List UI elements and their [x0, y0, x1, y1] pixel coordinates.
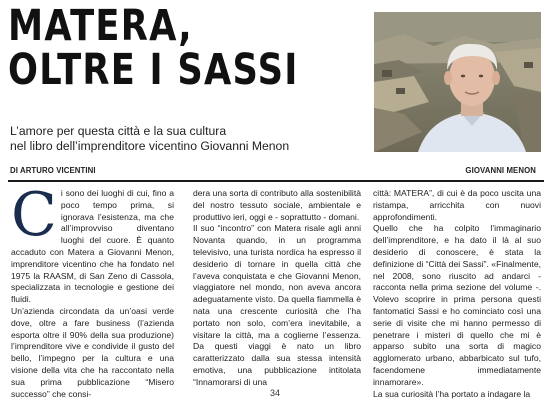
article-paragraph: La sua curiosità l’ha portato a indagare la	[373, 388, 531, 399]
article-column-2	[193, 188, 361, 389]
headline	[8, 1, 299, 95]
subtitle-line-1: L’amore per questa città e la sua cultura	[10, 124, 227, 138]
headline-line-1: MATERA,	[8, 1, 193, 51]
subtitle-line-2: nel libro dell’imprenditore vicentino Giovanni Menon	[10, 139, 290, 153]
article-column-3	[373, 188, 541, 400]
subtitle	[10, 124, 360, 154]
article-paragraph: Quello che ha colpito l’immaginario dell’imprenditore, e ha dato il là al suo desiderio di conoscere, è stata la definizione di “Città dei Sassi”. «Finalmente, nel 2008, sono riuscito ad andarci - racconta nella prima sezione del volume -. Volevo scoprire in prima persona questi fantomatici Sassi e ho cominciato così una serie di visite che mi hanno permesso di penetrare i misteri di quello che mi è apparso subito una sorta di magico agglomerato urbano, abbarbicato sul tufo, facendomene immediatamente innamorare».	[373, 223, 541, 387]
article-paragraph: dera una sorta di contributo alla sostenibilità del nostro tessuto sociale, ambientale e produttivo ieri, oggi e - soprattutto - domani.	[193, 188, 361, 222]
article-paragraph-text: i sono dei luoghi di cui, fino a poco tempo prima, si ignorava l’esistenza, ma che all’improvviso diventano luoghi del cuore. È quanto accaduto con Matera a Giovanni Menon, imprenditore vicentino che ha fondato nel 1975 la RAASM, di San Zeno di Cassola, specializzata in tecnologie e gestione dei fluidi.	[11, 188, 174, 305]
portrait-photo	[374, 12, 541, 152]
section-divider	[8, 180, 544, 182]
page-number: 34	[269, 388, 280, 398]
headline-line-2: OLTRE I SASSI	[8, 45, 299, 95]
article-paragraph: Un’azienda circondata da un’oasi verde dove, oltre a fare business (l’azienda esporta oltre il 90% della sua produzione) l’imprenditore vive e condivide il gusto del bello, l’impegno per la cultura e una visione della vita che ha raccontato nella sua prima pubblicazione “Misero successo” che consi-	[11, 305, 174, 399]
author-byline: DI ARTURO VICENTINI	[10, 166, 96, 175]
photo-caption: GIOVANNI MENON	[465, 166, 536, 175]
article-column-1	[11, 180, 174, 400]
drop-cap: C	[11, 180, 57, 250]
portrait-photo-illustration	[374, 12, 541, 152]
article-paragraph: Il suo “incontro” con Matera risale agli anni Novanta quando, in un programma televisivo, una turista nordica ha espresso il desiderio di tornare in quella città che l’aveva conquistata e che Giovanni Menon, viaggiatore nel mondo, non aveva ancora adeguatamente visto. Da quella fiammella è nata una crescente curiosità che l’ha portato non solo, com’era inevitabile, a visitare la città, ma a coglierne l’essenza. Da questi viaggi è nato un libro caratterizzato dalla sua stessa intensità emotiva, una pubblicazione intitolata “Innamorarsi di una	[193, 223, 361, 387]
article-paragraph: città: MATERA”, di cui è da poco uscita una ristampa, arricchita con nuovi approfondimenti.	[373, 188, 541, 222]
article-paragraph	[11, 180, 174, 306]
